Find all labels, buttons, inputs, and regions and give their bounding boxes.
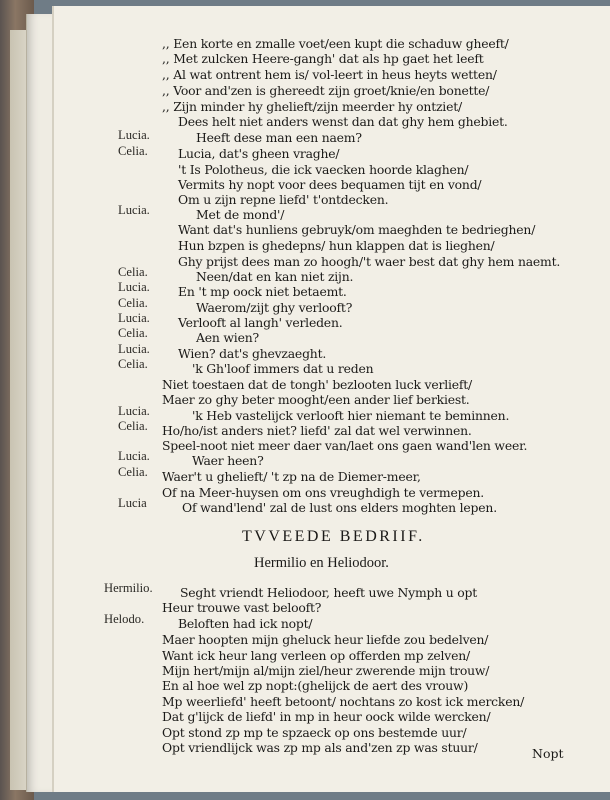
speaker-name: Lucia. — [118, 342, 150, 356]
verse-line: ,, Met zulcken Heere-gangh' dat als hp gaet het leeft — [162, 51, 484, 66]
speaker-name: Lucia. — [118, 280, 150, 294]
verse-line: Opt vriendlijck was zp mp als and'zen zp was stuur/ — [162, 740, 478, 755]
verse-line: Niet toestaen dat de tongh' bezlooten luck verlieft/ — [162, 377, 473, 392]
verse-line: En al hoe wel zp nopt:(ghelijck de aert des vrouw) — [162, 678, 469, 693]
verse-line: Speel-noot niet meer daer van/laet ons gaen wand'len weer. — [162, 438, 528, 453]
verse-line: Of na Meer-huysen om ons vreughdigh te vermepen. — [162, 485, 484, 500]
verse-line: Want dat's hunliens gebruyk/om maeghden te bedrieghen/ — [178, 222, 536, 237]
verse-line: Om u zijn repne liefd' t'ontdecken. — [178, 192, 389, 207]
speaker-name: Celia. — [118, 419, 148, 433]
speaker-name: Celia. — [118, 296, 148, 310]
speaker-name: Lucia. — [118, 128, 150, 142]
verse-line: Beloften had ick nopt/ — [178, 616, 313, 631]
speaker-name: Celia. — [118, 357, 148, 371]
verse-line: Of wand'lend' zal de lust ons elders moghten lepen. — [182, 500, 497, 515]
verse-line: Neen/dat en kan niet zijn. — [196, 269, 354, 284]
verse-line: Ho/ho/ist anders niet? liefd' zal dat wel verwinnen. — [162, 423, 472, 438]
verse-line: Mijn hert/mijn al/mijn ziel/heur zwerende mijn trouw/ — [162, 663, 490, 678]
verse-line: 't Is Polotheus, die ick vaecken hoorde klaghen/ — [178, 162, 469, 177]
verse-line: Mp weerliefd' heeft betoont/ nochtans zo kost ick mercken/ — [162, 694, 525, 709]
verse-line: Vermits hy nopt voor dees bequamen tijt en vond/ — [178, 177, 482, 192]
verse-line: Maer zo ghy beter mooght/een ander lief berkiest. — [162, 392, 470, 407]
speaker-name: Lucia. — [118, 404, 150, 418]
speaker-name: Helodo. — [104, 612, 145, 626]
book-page — [52, 6, 610, 792]
verse-line: Maer hoopten mijn gheluck heur liefde zou bedelven/ — [162, 632, 489, 647]
verse-line: Dees helt niet anders wenst dan dat ghy hem ghebiet. — [178, 114, 508, 129]
verse-line: Heeft dese man een naem? — [196, 130, 362, 145]
speaker-name: Celia. — [118, 465, 148, 479]
verse-line: Wien? dat's ghevzaeght. — [178, 346, 327, 361]
scene-heading: Hermilio en Heliodoor. — [254, 555, 389, 571]
speaker-name: Celia. — [118, 144, 148, 158]
speaker-name: Celia. — [118, 265, 148, 279]
catchword: Nopt — [532, 746, 564, 761]
verse-line: Met de mond'/ — [196, 207, 285, 222]
verse-line: 'k Heb vastelijck verlooft hier niemant te beminnen. — [192, 408, 510, 423]
verse-line: 'k Gh'loof immers dat u reden — [192, 361, 374, 376]
verse-line: Waer't u ghelieft/ 't zp na de Diemer-meer, — [162, 469, 421, 484]
verse-line: Opt stond zp mp te spzaeck op ons bestemde uur/ — [162, 725, 467, 740]
verse-line: Aen wien? — [196, 330, 259, 345]
verse-line: ,, Een korte en zmalle voet/een kupt die schaduw gheeft/ — [162, 36, 509, 51]
verse-line: Seght vriendt Heliodoor, heeft uwe Nymph u opt — [180, 585, 478, 600]
verse-line: Lucia, dat's gheen vraghe/ — [178, 146, 340, 161]
verse-line: Dat g'lijck de liefd' in mp in heur oock wilde wercken/ — [162, 709, 491, 724]
verse-line: ,, Al wat ontrent hem is/ vol-leert in heus heyts wetten/ — [162, 67, 497, 82]
speaker-name: Celia. — [118, 326, 148, 340]
verse-line: Hun bzpen is ghedepns/ hun klappen dat is lieghen/ — [178, 238, 495, 253]
speaker-name: Hermilio. — [104, 581, 153, 595]
verse-line: Waerom/zijt ghy verlooft? — [196, 300, 353, 315]
speaker-name: Lucia. — [118, 449, 150, 463]
speaker-name: Lucia — [118, 496, 147, 510]
verse-line: Ghy prijst dees man zo hoogh/'t waer best dat ghy hem naemt. — [178, 254, 561, 269]
act-heading: TVVEEDE BEDRIIF. — [242, 528, 425, 545]
speaker-name: Lucia. — [118, 203, 150, 217]
speaker-name: Lucia. — [118, 311, 150, 325]
verse-line: Heur trouwe vast belooft? — [162, 600, 322, 615]
verse-line: Want ick heur lang verleen op offerden mp zelven/ — [162, 648, 470, 663]
verse-line: ,, Voor and'zen is ghereedt zijn groet/knie/en bonette/ — [162, 83, 490, 98]
verse-line: Verlooft al langh' verleden. — [178, 315, 343, 330]
verse-line: ,, Zijn minder hy ghelieft/zijn meerder hy ontziet/ — [162, 99, 462, 114]
verse-line: Waer heen? — [192, 453, 264, 468]
verse-line: En 't mp oock niet betaemt. — [178, 284, 347, 299]
